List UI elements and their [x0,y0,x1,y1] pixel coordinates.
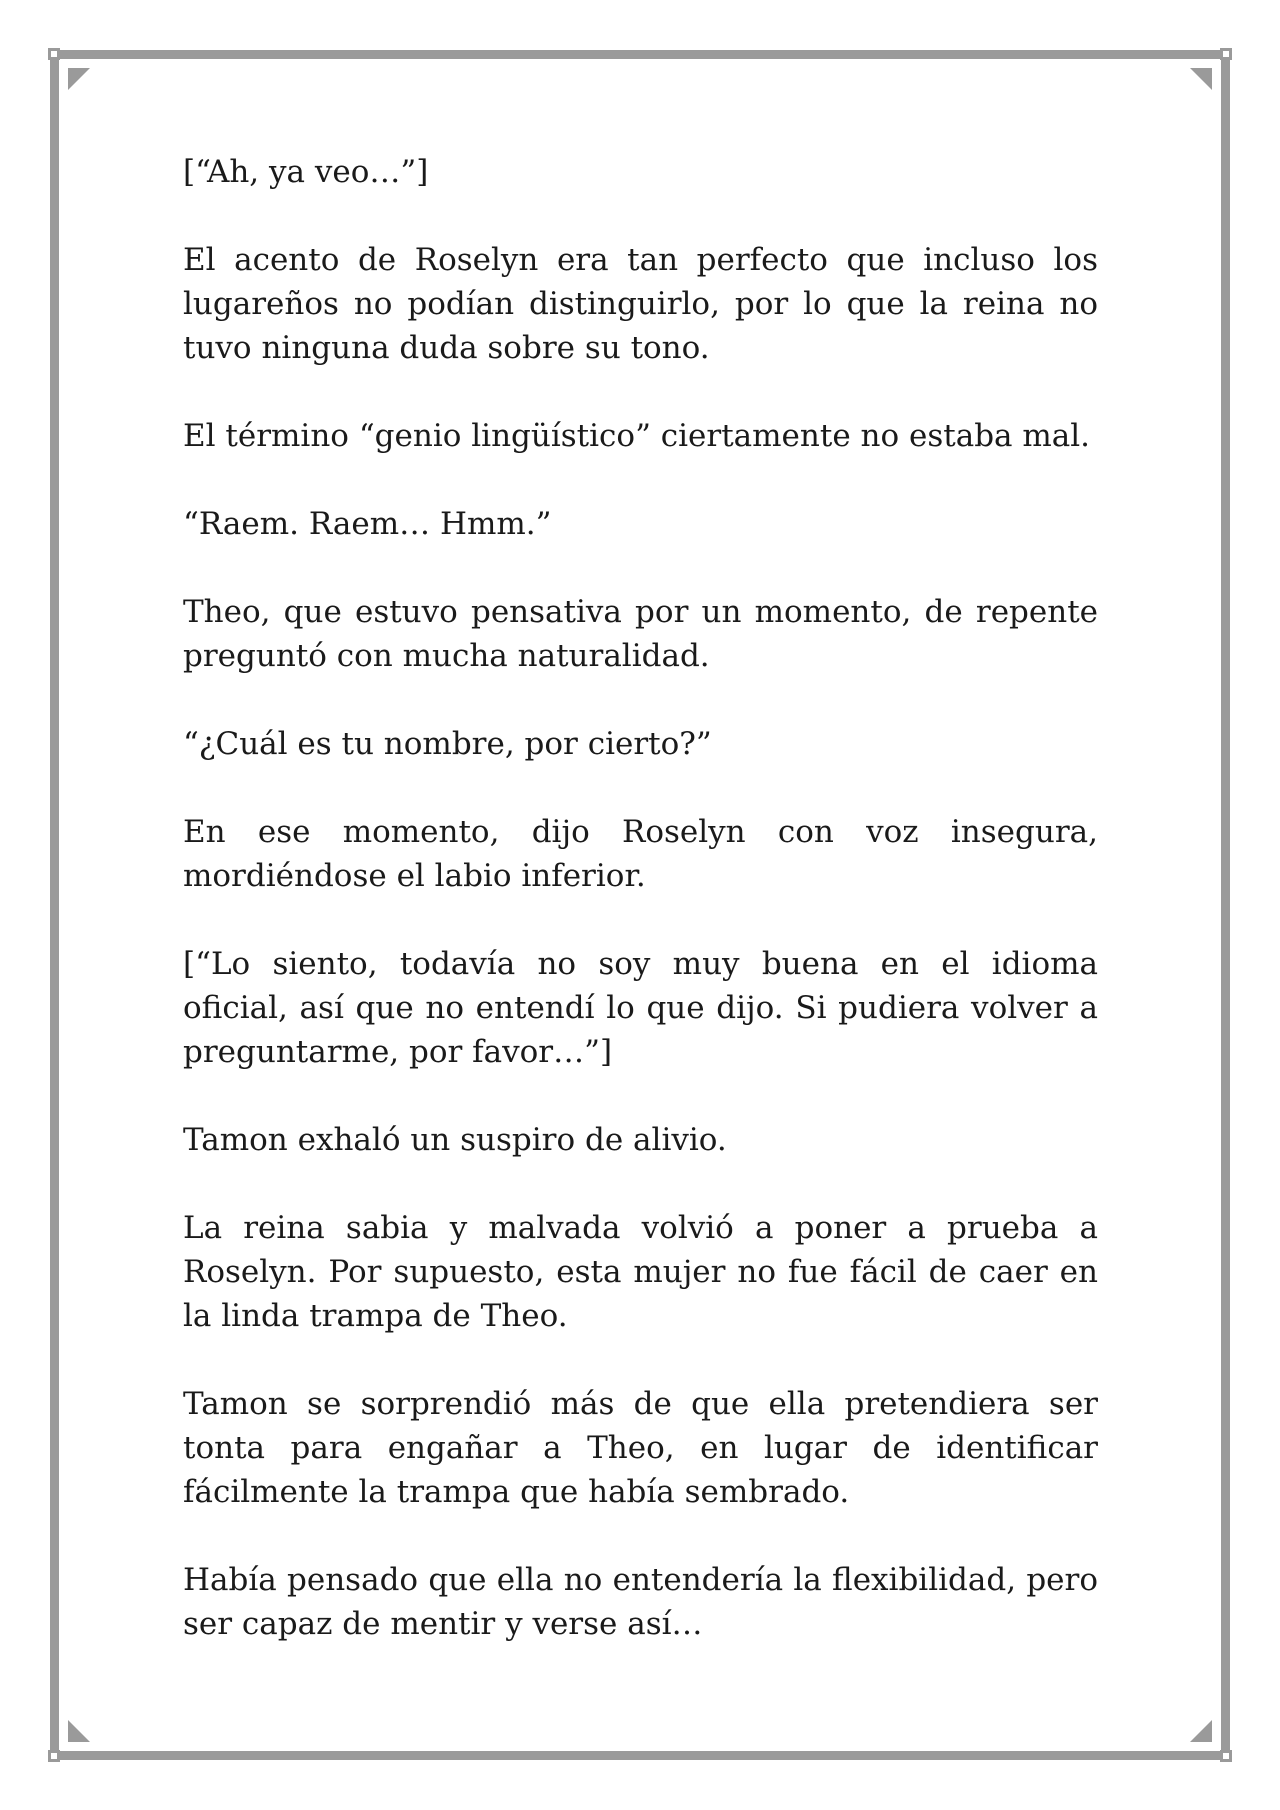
paragraph: El término “genio lingüístico” ciertamente no estaba mal. [183,418,1091,454]
paragraph: Tamon exhaló un suspiro de alivio. [183,1122,727,1158]
corner-triangle-top-right [1190,68,1212,90]
frame-left-border [50,58,59,1752]
paragraph: El acento de Roselyn era tan perfecto que incluso los lugareños no podían distinguirlo, por lo que la reina no tuvo ninguna duda sobre su tono. [183,242,1098,366]
paragraph: “¿Cuál es tu nombre, por cierto?” [183,726,712,762]
paragraph: Theo, que estuvo pensativa por un momento, de repente preguntó con mucha naturalidad. [183,594,1098,674]
paragraph: [“Ah, ya veo…”] [183,154,429,190]
corner-ornament-top-right [1220,48,1232,60]
corner-triangle-bottom-left [68,1720,90,1742]
paragraph: La reina sabia y malvada volvió a poner a prueba a Roselyn. Por supuesto, esta mujer no fue fácil de caer en la linda trampa de Theo. [183,1210,1098,1334]
paragraph: Tamon se sorprendió más de que ella pretendiera ser tonta para engañar a Theo, en lugar de identificar fácilmente la trampa que había sembrado. [183,1386,1098,1510]
corner-triangle-top-left [68,68,90,90]
paragraph: “Raem. Raem… Hmm.” [183,506,552,542]
frame-bottom-border [58,1751,1222,1760]
corner-ornament-top-left [48,48,60,60]
corner-ornament-bottom-left [48,1750,60,1762]
frame-top-border [58,50,1222,59]
paragraph: En ese momento, dijo Roselyn con voz insegura, mordiéndose el labio inferior. [183,814,1098,894]
corner-triangle-bottom-right [1190,1720,1212,1742]
paragraph: [“Lo siento, todavía no soy muy buena en el idioma oficial, así que no entendí lo que dijo. Si pudiera volver a preguntarme, por favor…”] [183,946,1098,1070]
frame-right-border [1221,58,1230,1752]
page-text [183,150,1098,1690]
paragraph: Había pensado que ella no entendería la flexibilidad, pero ser capaz de mentir y verse así… [183,1562,1098,1642]
corner-ornament-bottom-right [1220,1750,1232,1762]
